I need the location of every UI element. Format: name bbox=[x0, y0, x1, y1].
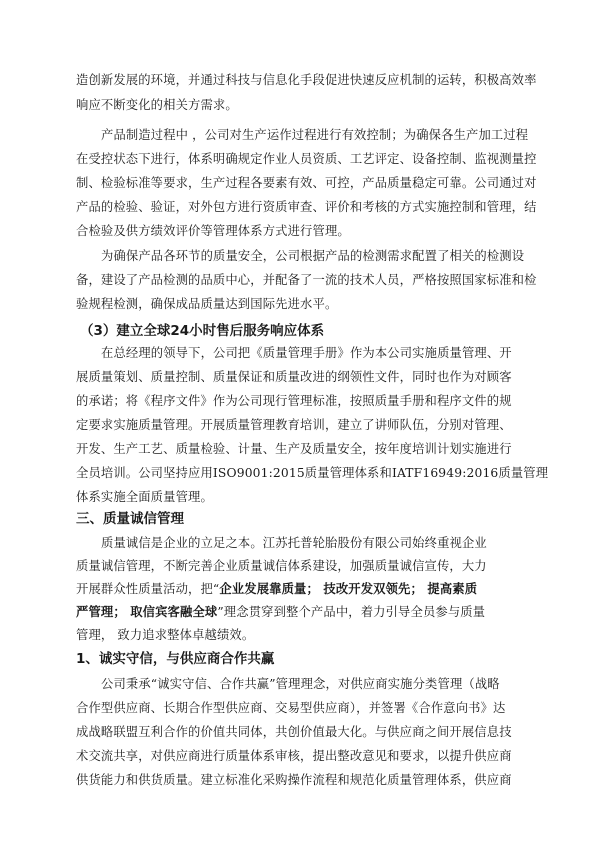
paragraph-line bbox=[76, 604, 485, 620]
paragraph-line: 质量诚信管理，不断完善企业质量诚信体系建设，加强质量诚信宣传，大力 bbox=[76, 559, 487, 573]
paragraph-line: 产品制造过程中 ，公司对生产运作过程进行有效控制；为确保各生产加工过程 bbox=[101, 128, 529, 142]
paragraph-line: 为确保产品各环节的质量安全，公司根据产品的检测需求配置了相关的检测设 bbox=[101, 249, 525, 263]
paragraph-line: 供货能力和供货质量。建立标准化采购操作流程和规范化质量管理体系，供应商 bbox=[76, 773, 512, 787]
paragraph-line: 开发、生产工艺、质量检验、计量、生产及质量安全，按年度培训计划实施进行 bbox=[76, 442, 512, 456]
paragraph-line: 公司秉承“诚实守信、合作共赢”管理理念，对供应商实施分类管理（战略 bbox=[101, 677, 500, 691]
paragraph-line: 成战略联盟互利合作的价值共同体，共创价值最大化。与供应商之间开展信息技 bbox=[76, 725, 512, 739]
paragraph-line: 术交流共享，对供应商进行质量体系审核，提出整改意见和要求，以提升供应商 bbox=[76, 749, 512, 763]
subsection-heading: （3）建立全球24小时售后服务响应体系 bbox=[80, 323, 325, 339]
paragraph-line: 验规程检测，确保成品质量达到国际先进水平。 bbox=[76, 297, 338, 311]
paragraph-line: 备，建设了产品检测的品质中心，并配备了一流的技术人员，严格按照国家标准和检 bbox=[76, 273, 537, 287]
paragraph-line: 在受控状态下进行，体系明确规定作业人员资质、工艺评定、设备控制、监视测量控 bbox=[76, 152, 537, 166]
slogan-bold: 严管理； 取信宾客融全球 bbox=[76, 605, 218, 619]
paragraph-line: 响应不断变化的相关方需求。 bbox=[76, 98, 238, 112]
paragraph-line: 合作型供应商、长期合作型供应商、交易型供应商），并签署《合作意向书》达 bbox=[76, 701, 506, 715]
paragraph-line: 质量诚信是企业的立足之本。江苏托普轮胎股份有限公司始终重视企业 bbox=[101, 536, 487, 550]
paragraph-line bbox=[76, 581, 477, 597]
paragraph-line: 产品的检验、验证，对外包方进行资质审查、评价和考核的方式实施控制和管理，结 bbox=[76, 200, 537, 214]
section-heading: 三、质量诚信管理 bbox=[76, 511, 184, 527]
slogan-bold: 企业发展靠质量； 技改开发双领先； 提高素质 bbox=[219, 582, 478, 596]
paragraph-line: 制、检验标准等要求，生产过程各要素有效、可控，产品质量稳定可靠。公司通过对 bbox=[76, 176, 537, 190]
paragraph-line: 管理， 致力追求整体卓越绩效。 bbox=[76, 628, 255, 642]
paragraph-line: 造创新发展的环境，并通过科技与信息化手段促进快速反应机制的运转，积极高效率 bbox=[76, 73, 537, 87]
paragraph-line: 的承诺；将《程序文件》作为公司现行管理标准，按照质量手册和程序文件的规 bbox=[76, 394, 512, 408]
paragraph-line: 定要求实施质量管理。开展质量管理教育培训，建立了讲师队伍，分别对管理、 bbox=[76, 418, 512, 432]
paragraph-line: 展质量策划、质量控制、质量保证和质量改进的纲领性文件，同时也作为对顾客 bbox=[76, 370, 512, 384]
paragraph-line: 体系实施全面质量管理。 bbox=[76, 490, 213, 504]
paragraph-line: 全员培训。公司坚持应用ISO9001:2015质量管理体系和IATF16949:2016质量管理 bbox=[76, 466, 549, 480]
subsection-heading: 1、诚实守信，与供应商合作共赢 bbox=[76, 651, 275, 667]
paragraph-line: 在总经理的领导下，公司把《质量管理手册》作为本公司实施质量管理、开 bbox=[101, 346, 512, 360]
text-run: 开展群众性质量活动，把“ bbox=[76, 582, 220, 596]
paragraph-line: 合检验及供方绩效评价等管理体系方式进行管理。 bbox=[76, 224, 350, 238]
text-run: ”理念贯穿到整个产品中，着力引导全员参与质量 bbox=[217, 605, 486, 619]
